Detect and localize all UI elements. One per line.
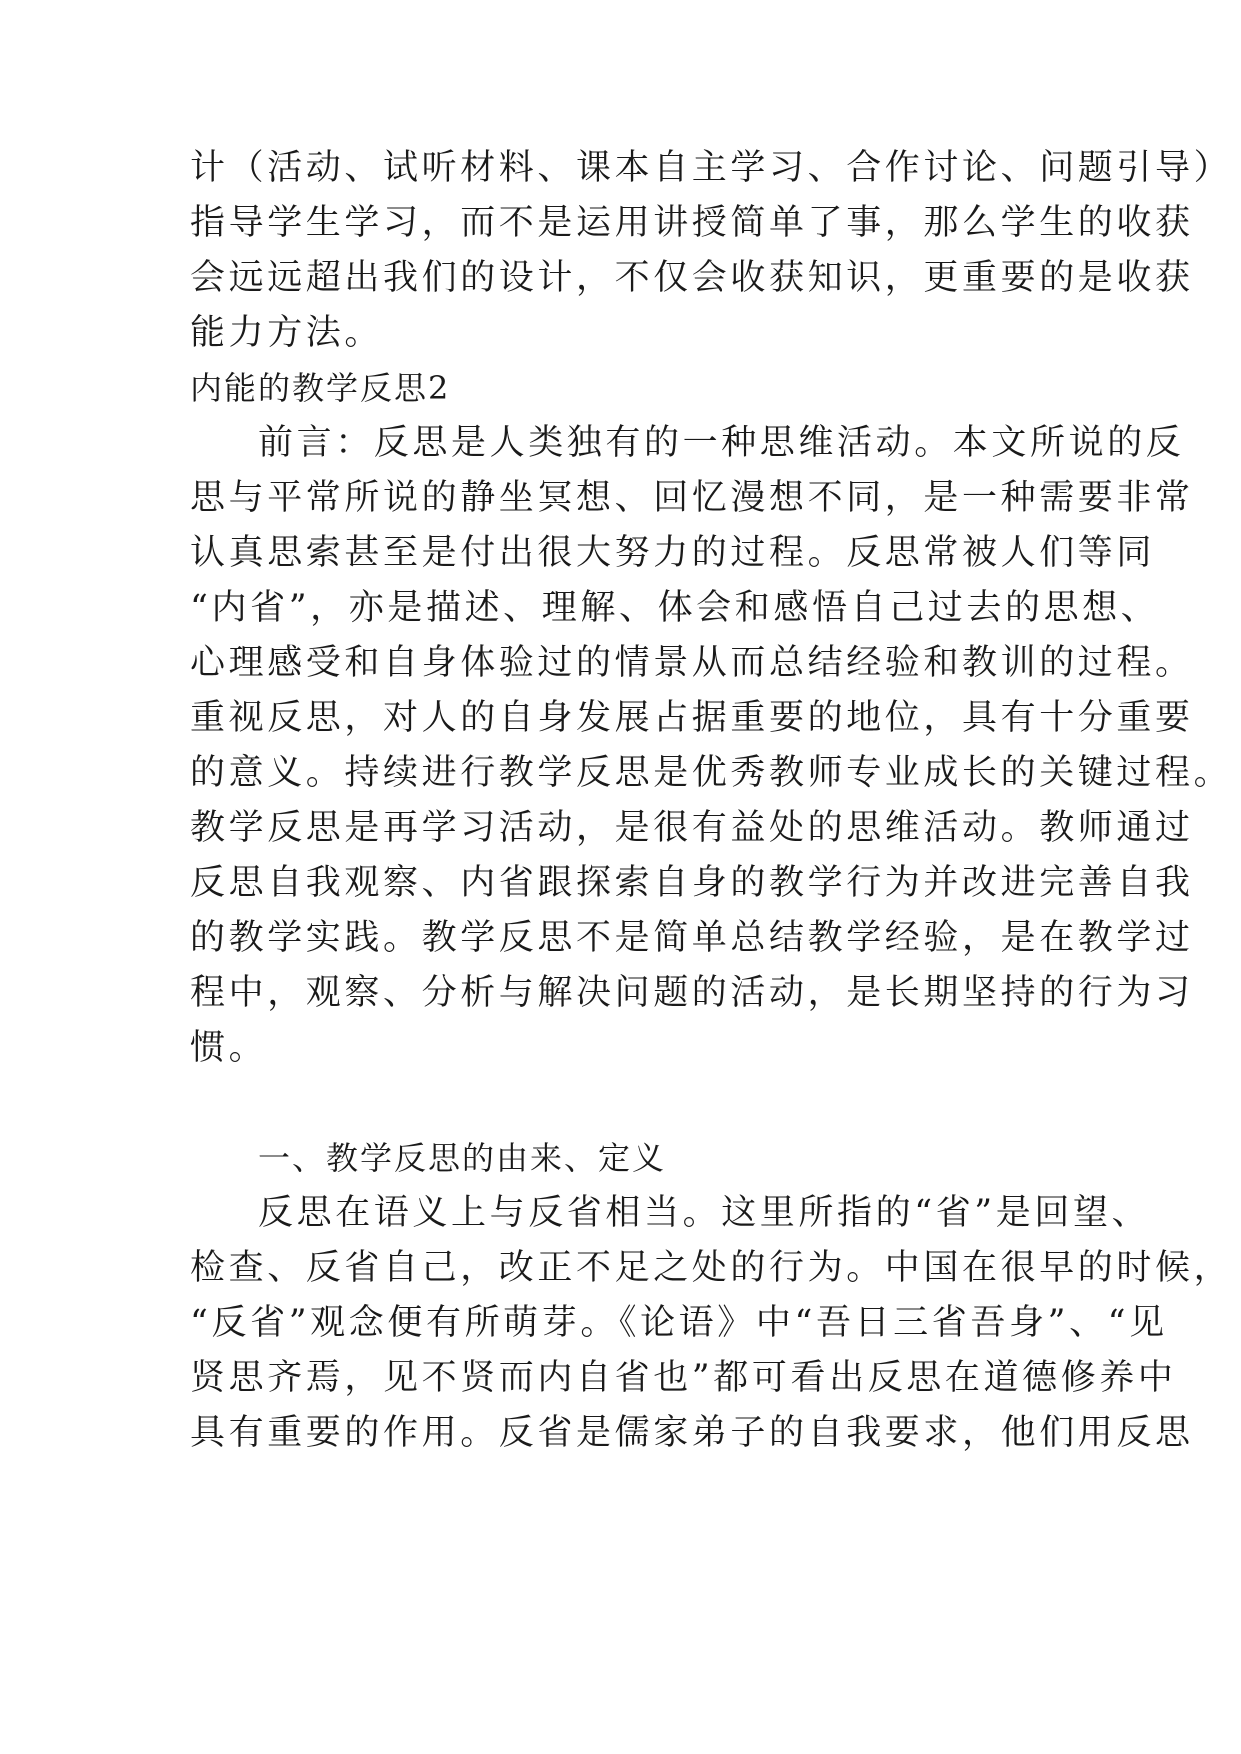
text-line: 的意义。持续进行教学反思是优秀教师专业成长的关键过程。 [190,753,1233,793]
text-line: 会远远超出我们的设计，不仅会收获知识，更重要的是收获 [190,258,1194,298]
text-line: 能力方法。 [190,313,384,353]
text-line: 反思自我观察、内省跟探索自身的教学行为并改进完善自我 [190,863,1194,903]
text-line: 检查、反省自己，改正不足之处的行为。中国在很早的时候， [190,1248,1233,1288]
text-line: 认真思索甚至是付出很大努力的过程。反思常被人们等同 [190,533,1156,573]
subsection-heading: 一、教学反思的由来、定义 [258,1139,667,1177]
paragraph-first-line: 反思在语义上与反省相当。这里所指的“省”是回望、 [258,1193,1151,1233]
section-title: 内能的教学反思2 [190,369,451,407]
text-line: 计（活动、试听材料、课本自主学习、合作讨论、问题引导） [190,148,1233,188]
text-line: 重视反思，对人的自身发展占据重要的地位，具有十分重要 [190,698,1194,738]
text-line: 心理感受和自身体验过的情景从而总结经验和教训的过程。 [190,643,1194,683]
text-line: 程中，观察、分析与解决问题的活动，是长期坚持的行为习 [190,973,1194,1013]
text-line: 指导学生学习，而不是运用讲授简单了事，那么学生的收获 [190,203,1194,243]
text-line: “内省”，亦是描述、理解、体会和感悟自己过去的思想、 [190,588,1160,628]
text-line: 惯。 [190,1028,268,1068]
text-line: 教学反思是再学习活动，是很有益处的思维活动。教师通过 [190,808,1194,848]
text-line: 思与平常所说的静坐冥想、回忆漫想不同，是一种需要非常 [190,478,1194,518]
paragraph-first-line: 前言：反思是人类独有的一种思维活动。本文所说的反 [258,423,1185,463]
text-line: 的教学实践。教学反思不是简单总结教学经验，是在教学过 [190,918,1194,958]
text-line: 贤思齐焉，见不贤而内自省也”都可看出反思在道德修养中 [190,1358,1177,1398]
text-line: 具有重要的作用。反省是儒家弟子的自我要求，他们用反思 [190,1413,1194,1453]
text-line: “反省”观念便有所萌芽。《论语》中“吾日三省吾身”、“见 [190,1303,1168,1343]
